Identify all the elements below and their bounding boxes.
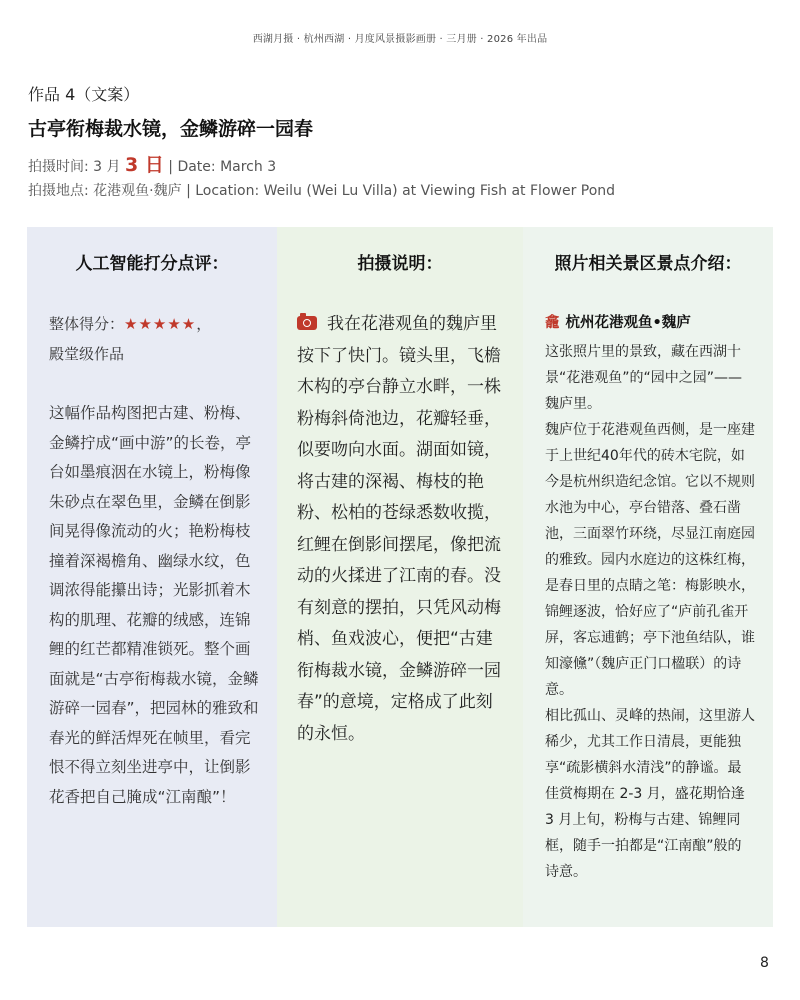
scenic-intro-column [523, 227, 773, 927]
shooting-notes-column [277, 227, 523, 927]
scenic-intro-text [545, 339, 755, 885]
scenic-paragraph: 魏庐位于花港观鱼西侧，是一座建于上世纪40年代的砖木宅院，如今是杭州织造纪念馆。它以不规则水池为中心，亭台错落、叠石凿池，三面翠竹环绕，尽显江南庭园的雅致。园内水庭边的这株红梅，是春日里的点睛之笔：梅影映水，锦鲤逐波，恰好应了“庐前孔雀开屏，客忘逋鹤；亭下池鱼结队，谁知濠儵”（魏庐正门口楹联）的诗意。 [545, 422, 755, 698]
shooting-notes-body [297, 309, 509, 750]
shooting-location: 拍摄地点: 花港观鱼·魏庐 | Location: Weilu (Wei Lu Villa) at Viewing Fish at Flower Pond [28, 183, 616, 199]
shooting-notes-heading: 拍摄说明： [357, 254, 443, 274]
scenic-paragraph: 相比孤山、灵峰的热闹，这里游人稀少，尤其工作日清晨，更能独享“疏影横斜水清浅”的静谧。最佳赏梅期在 2-3 月，盛花期恰逢 3 月上旬，粉梅与古建、锦鲤同框，随手一拍都是“江南酿”般的诗意。 [545, 708, 755, 880]
page-header: 西湖月摄 · 杭州西湖 · 月度风景摄影画册 · 三月册 · 2026 年出品 [252, 34, 548, 45]
spot-name-line [545, 311, 691, 332]
ai-review-heading: 人工智能打分点评： [75, 254, 229, 274]
scenic-paragraph: 这张照片里的景致，藏在西湖十景“花港观鱼”的“园中之园”—— 魏庐里。 [545, 344, 743, 412]
shooting-date [28, 150, 276, 177]
work-label: 作品 4（文案） [28, 85, 140, 104]
score-line [49, 313, 211, 334]
pagoda-icon: 龕 [545, 315, 560, 331]
date-day: 3 日 [124, 154, 164, 176]
star-rating: ★★★★★ [124, 315, 197, 333]
work-title: 古亭衔梅裁水镜，金鳞游碎一园春 [28, 118, 314, 140]
page-number: 8 [760, 955, 769, 971]
camera-icon [297, 316, 317, 330]
score-level: 殿堂级作品 [49, 345, 125, 363]
score-label: 整体得分： [49, 315, 125, 333]
spot-name: 杭州花港观鱼•魏庐 [565, 315, 691, 331]
date-prefix: 拍摄时间: 3 月 [28, 159, 125, 175]
shooting-notes-text: 我在花港观鱼的魏庐里按下了快门。镜头里，飞檐木构的亭台静立水畔，一株粉梅斜倚池边，花瓣轻垂，似要吻向水面。湖面如镜，将古建的深褐、梅枝的艳粉、松柏的苍绿悉数收揽，红鲤在倒影间摆尾，像把流动的火揉进了江南的春。没有刻意的摆拍，只凭风动梅梢、鱼戏波心，便把“古建衔梅裁水镜，金鳞游碎一园春”的意境，定格成了此刻的永恒。 [297, 314, 501, 744]
ai-review-column [27, 227, 277, 927]
date-suffix: | Date: March 3 [163, 159, 277, 175]
score-suffix: ， [196, 315, 212, 333]
ai-review-text: 这幅作品构图把古建、粉梅、金鳞拧成“画中游”的长卷，亭台如墨痕洇在水镜上，粉梅像朱砂点在翠色里，金鳞在倒影间晃得像流动的火；艳粉梅枝撞着深褐檐角、幽绿水纹，色调浓得能攥出诗；光影抓着木构的肌理、花瓣的绒感，连锦鲤的红芒都精准锁死。整个画面就是“古亭衔梅裁水镜，金鳞游碎一园春”，把园林的雅致和春光的鲜活焊死在帧里，看完恨不得立刻坐进亭中，让倒影花香把自己腌成“江南酿”！ [49, 404, 259, 806]
scenic-intro-heading: 照片相关景区景点介绍： [554, 254, 742, 274]
